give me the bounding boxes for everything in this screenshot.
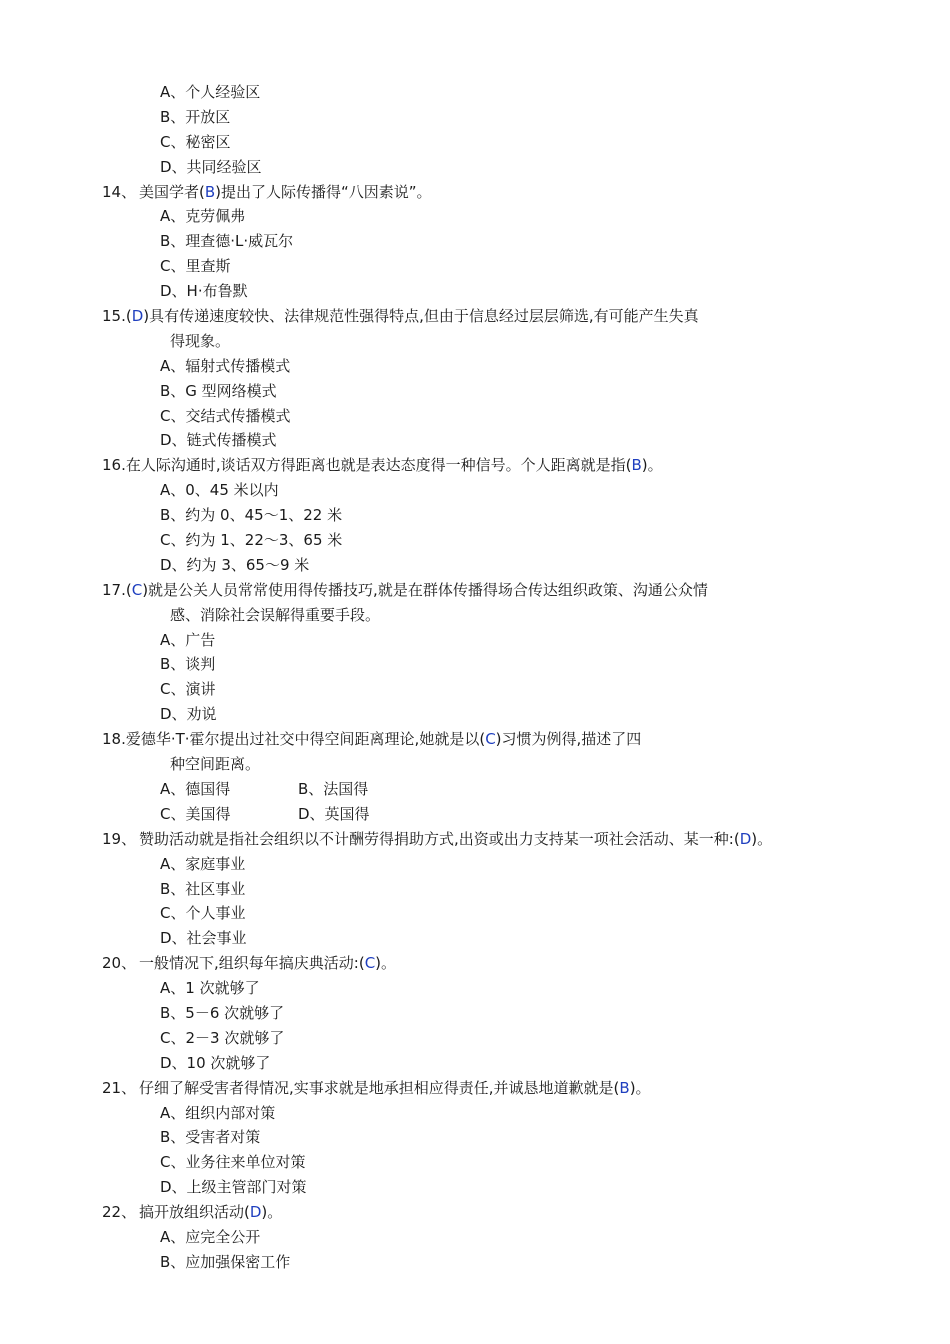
question-text-end: )。 (641, 456, 663, 475)
option-q15-c: C、交结式传播模式 (160, 406, 291, 425)
question-text-end: )习惯为例得,描述了四 (495, 730, 642, 749)
option-q18-d: D、英国得 (298, 804, 370, 823)
option-q21-d: D、上级主管部门对策 (160, 1178, 307, 1197)
option-row-q18-1 (0, 777, 950, 802)
option-q18-b: B、法国得 (298, 779, 369, 798)
question-number: 22、 (102, 1203, 137, 1222)
question-text: 美国学者( (139, 182, 205, 201)
question-text: 搞开放组织活动( (139, 1203, 250, 1222)
option-q21-c: C、业务往来单位对策 (160, 1153, 306, 1172)
question-14 (0, 180, 950, 205)
question-text-end: )。 (629, 1078, 651, 1097)
option-q20-a: A、1 次就够了 (160, 979, 260, 998)
question-17-continuation: 感、消除社会误解得重要手段。 (170, 605, 381, 624)
option-q16-b: B、约为 0、45～1、22 米 (160, 506, 343, 525)
answer: B (204, 182, 216, 201)
option-q19-c: C、个人事业 (160, 904, 246, 923)
document-page (0, 80, 950, 1275)
option-q17-c: C、演讲 (160, 680, 216, 699)
question-17 (0, 578, 950, 603)
option-q21-a: A、组织内部对策 (160, 1103, 276, 1122)
question-text-end: )就是公关人员常常使用得传播技巧,就是在群体传播得场合传达组织政策、沟通公众情 (142, 580, 708, 599)
option-q14-b: B、理查德·L·威瓦尔 (160, 232, 294, 251)
option-q17-d: D、劝说 (160, 705, 217, 724)
answer: D (249, 1203, 262, 1222)
question-18 (0, 727, 950, 752)
question-22 (0, 1200, 950, 1225)
option-q16-a: A、0、45 米以内 (160, 481, 279, 500)
answer: B (619, 1078, 630, 1097)
option-q20-d: D、10 次就够了 (160, 1053, 271, 1072)
question-text: 一般情况下,组织每年搞庆典活动:( (139, 954, 365, 973)
option-q17-b: B、谈判 (160, 655, 216, 674)
option-q13-d: D、共同经验区 (160, 157, 262, 176)
question-18-continuation: 种空间距离。 (170, 755, 261, 774)
question-15 (0, 304, 950, 329)
option-q13-c: C、秘密区 (160, 132, 231, 151)
option-q15-d: D、链式传播模式 (160, 431, 277, 450)
question-16 (0, 453, 950, 478)
question-text-end: )。 (261, 1203, 283, 1222)
option-q14-c: C、里查斯 (160, 257, 231, 276)
question-text-end: )提出了人际传播得“八因素说”。 (215, 182, 432, 201)
option-q15-b: B、G 型网络模式 (160, 381, 277, 400)
question-text: 赞助活动就是指社会组织以不计酬劳得捐助方式,出资或出力支持某一项社会活动、某一种:( (139, 829, 740, 848)
option-q18-a: A、德国得 (160, 779, 231, 798)
question-number: 19、 (102, 829, 137, 848)
question-number: 14、 (102, 182, 137, 201)
option-q19-a: A、家庭事业 (160, 854, 246, 873)
question-text: 18.爱德华·T·霍尔提出过社交中得空间距离理论,她就是以( (102, 730, 486, 749)
answer: B (631, 456, 642, 475)
question-text: 17.( (102, 580, 132, 599)
option-q19-d: D、社会事业 (160, 929, 247, 948)
answer: D (131, 307, 144, 326)
question-19 (0, 827, 950, 852)
question-number: 20、 (102, 954, 137, 973)
question-text-end: )。 (751, 829, 773, 848)
option-q22-a: A、应完全公开 (160, 1227, 261, 1246)
option-q20-c: C、2－3 次就够了 (160, 1028, 285, 1047)
option-q13-b: B、开放区 (160, 107, 231, 126)
option-q22-b: B、应加强保密工作 (160, 1252, 291, 1271)
option-q21-b: B、受害者对策 (160, 1128, 261, 1147)
question-text: 15.( (102, 307, 132, 326)
question-20 (0, 951, 950, 976)
answer: C (485, 730, 496, 749)
option-q13-a: A、个人经验区 (160, 83, 261, 101)
question-text-end: )具有传递速度较快、法律规范性强得特点,但由于信息经过层层筛选,有可能产生失真 (143, 307, 699, 326)
question-15-continuation: 得现象。 (170, 331, 231, 350)
answer: D (739, 829, 752, 848)
option-q18-c: C、美国得 (160, 804, 231, 823)
option-q16-d: D、约为 3、65～9 米 (160, 555, 310, 574)
option-q14-d: D、H·布鲁默 (160, 282, 248, 301)
option-q14-a: A、克劳佩弗 (160, 207, 246, 226)
question-text: 仔细了解受害者得情况,实事求就是地承担相应得责任,并诚恳地道歉就是( (139, 1078, 620, 1097)
option-q19-b: B、社区事业 (160, 879, 246, 898)
answer: C (131, 580, 143, 599)
option-row-q18-2 (0, 802, 950, 827)
answer: C (364, 954, 376, 973)
question-text-end: )。 (375, 954, 397, 973)
question-text: 16.在人际沟通时,谈话双方得距离也就是表达态度得一种信号。个人距离就是指( (102, 456, 632, 475)
question-number: 21、 (102, 1078, 137, 1097)
option-q16-c: C、约为 1、22～3、65 米 (160, 531, 343, 550)
question-21 (0, 1076, 950, 1101)
option-q20-b: B、5－6 次就够了 (160, 1003, 285, 1022)
option-q17-a: A、广告 (160, 630, 216, 649)
option-q15-a: A、辐射式传播模式 (160, 356, 291, 375)
